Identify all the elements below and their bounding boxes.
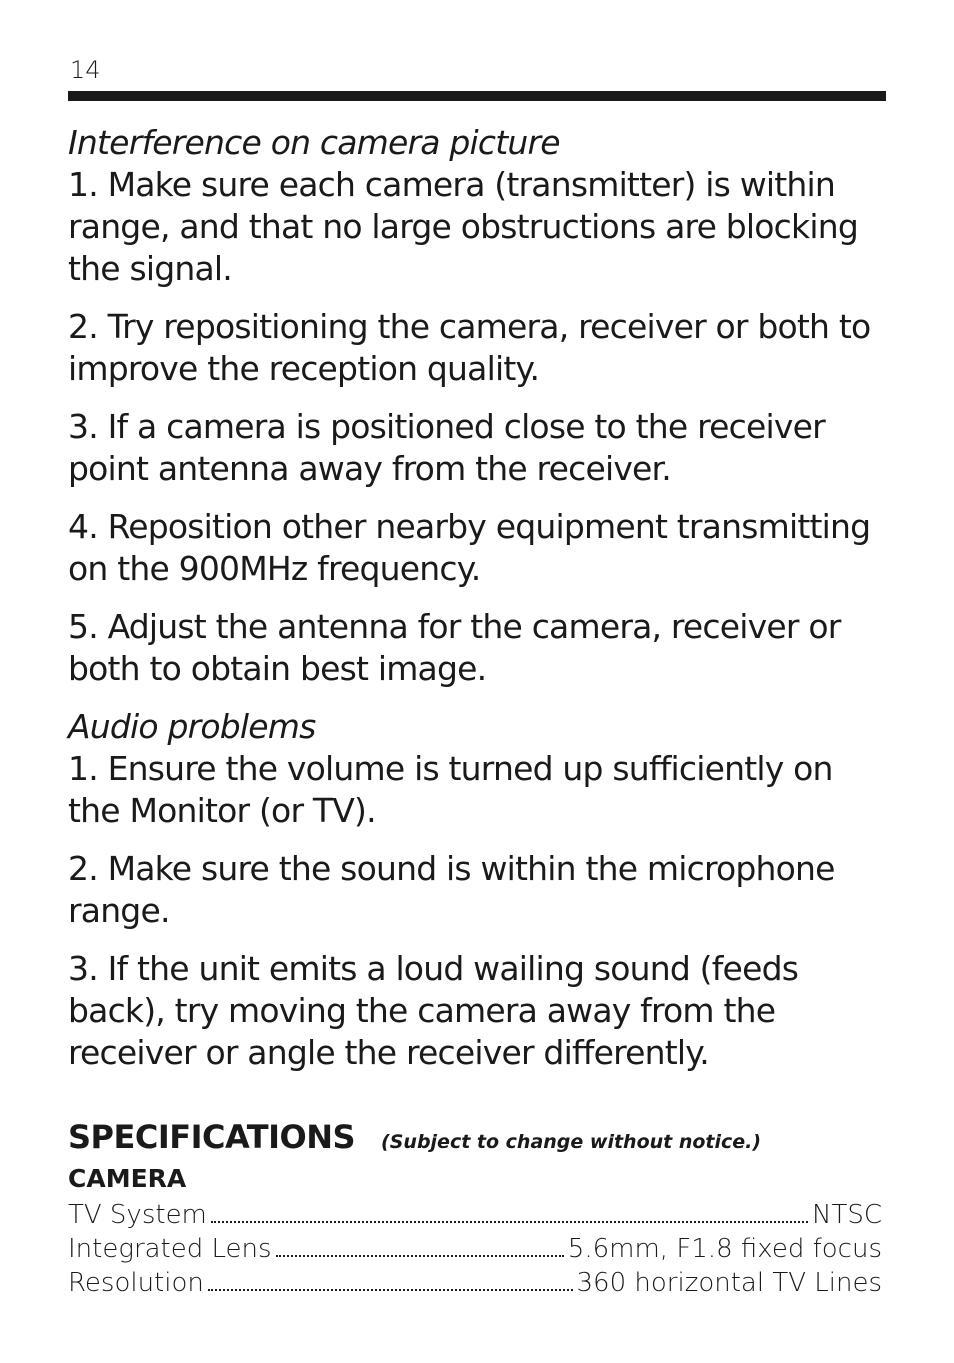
audio-heading: Audio problems bbox=[68, 707, 316, 746]
spec-value: NTSC bbox=[812, 1200, 882, 1230]
dot-leader bbox=[208, 1289, 573, 1291]
spec-value: 360 horizontal TV Lines bbox=[576, 1268, 882, 1298]
interference-item-5: 5. Adjust the antenna for the camera, receiver or both to obtain best image. bbox=[68, 607, 841, 688]
specifications-header bbox=[68, 1118, 882, 1160]
header-rule bbox=[68, 91, 886, 101]
spec-row-resolution bbox=[68, 1266, 882, 1300]
specifications-note: (Subject to change without notice.) bbox=[381, 1131, 762, 1153]
interference-item-1: 1. Make sure each camera (transmitter) is within range, and that no large obstructions are blocking the signal. bbox=[68, 165, 858, 288]
page-number: 14 bbox=[70, 56, 101, 84]
dot-leader bbox=[276, 1255, 564, 1257]
spec-row-tv-system bbox=[68, 1198, 882, 1232]
dot-leader bbox=[211, 1221, 808, 1223]
specifications-section bbox=[68, 1118, 882, 1300]
spec-value: 5.6mm, F1.8 fixed focus bbox=[567, 1234, 882, 1264]
audio-item-3: 3. If the unit emits a loud wailing sound (feeds back), try moving the camera away from the receiver or angle the receiver differently. bbox=[68, 949, 799, 1072]
audio-item-1: 1. Ensure the volume is turned up sufficiently on the Monitor (or TV). bbox=[68, 749, 833, 830]
interference-item-4: 4. Reposition other nearby equipment transmitting on the 900MHz frequency. bbox=[68, 507, 871, 588]
spec-row-integrated-lens bbox=[68, 1232, 882, 1266]
specifications-title: SPECIFICATIONS bbox=[68, 1118, 356, 1156]
troubleshooting-content bbox=[68, 122, 884, 1090]
interference-heading: Interference on camera picture bbox=[68, 123, 560, 162]
camera-subheading: CAMERA bbox=[68, 1164, 187, 1193]
audio-item-2: 2. Make sure the sound is within the microphone range. bbox=[68, 849, 835, 930]
spec-label: TV System bbox=[68, 1200, 207, 1230]
interference-item-2: 2. Try repositioning the camera, receiver or both to improve the reception quality. bbox=[68, 307, 871, 388]
interference-item-3: 3. If a camera is positioned close to the receiver point antenna away from the receiver. bbox=[68, 407, 825, 488]
spec-label: Resolution bbox=[68, 1268, 204, 1298]
spec-label: Integrated Lens bbox=[68, 1234, 272, 1264]
